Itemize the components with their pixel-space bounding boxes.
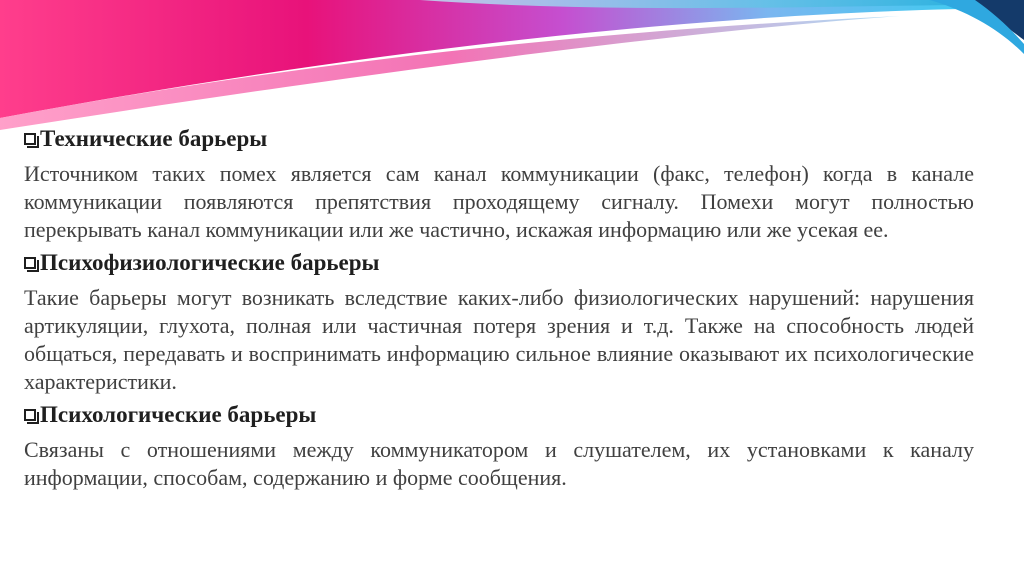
decorative-banner [0,0,1024,140]
section-title: Психофизиологические барьеры [40,250,380,275]
checkbox-icon [24,409,36,421]
section-title: Психологические барьеры [40,402,317,427]
section-text: Источником таких помех является сам канал коммуникации (факс, телефон) когда в канале коммуникации появляются препятствия проходящему сигналу. Помехи могут полностью перекрывать канал коммуникации или же частично, искажая информацию или же усекая ее. [24,161,974,242]
section-heading-psychological [24,400,974,430]
section-heading-technical [24,124,974,154]
section-heading-psychophysiological [24,248,974,278]
section-text: Связаны с отношениями между коммуникатором и слушателем, их установками к каналу информации, способам, содержанию и форме сообщения. [24,437,974,490]
slide-content [24,120,974,496]
section-text: Такие барьеры могут возникать вследствие каких-либо физиологических нарушений: нарушения артикуляции, глухота, полная или частичная потеря зрения и т.д. Также на способность людей общаться, передавать и воспринимать информацию сильное влияние оказывают их психологические характеристики. [24,285,974,394]
checkbox-icon [24,257,36,269]
section-title: Технические барьеры [40,126,268,151]
checkbox-icon [24,133,36,145]
